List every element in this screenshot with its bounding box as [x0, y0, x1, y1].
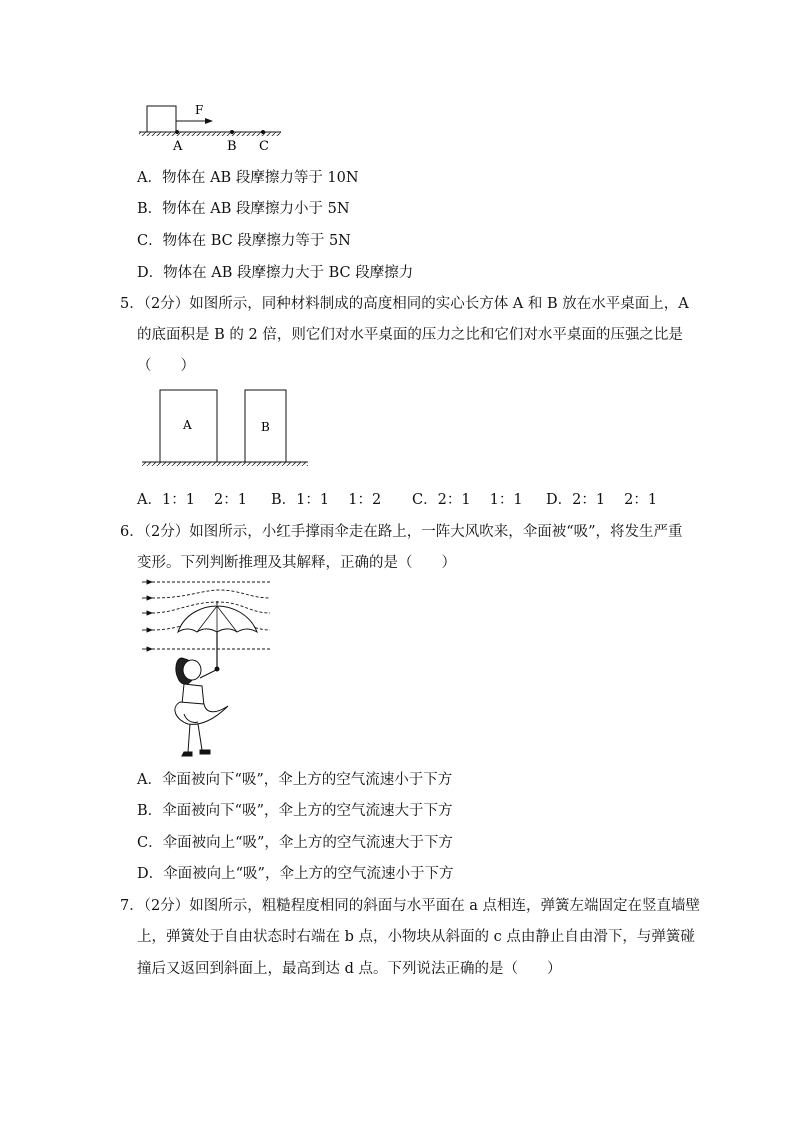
q4-option-d: D．物体在 AB 段摩擦力大于 BC 段摩擦力 [137, 265, 414, 281]
q6-option-d: D．伞面被向上“吸”，伞上方的空气流速小于下方 [137, 866, 454, 882]
q6-option-b: B．伞面被向下“吸”，伞上方的空气流速大于下方 [137, 803, 453, 819]
q7-stem-line-1: 7．（2分）如图所示，粗糙程度相同的斜面与水平面在 a 点相连，弹簧左端固定在竖直墙壁 [120, 898, 701, 914]
q4-point-a [175, 130, 179, 134]
q5-option-b: B．1：1 1：2 [271, 492, 382, 508]
q4-option-c: C．物体在 BC 段摩擦力等于 5N [137, 233, 351, 249]
q6-option-c: C．伞面被向上“吸”，伞上方的空气流速大于下方 [137, 835, 453, 851]
q4-label-c: C [259, 139, 269, 154]
q5-stem-line-3: （ ） [137, 358, 195, 374]
q7-stem-line-2: 上，弹簧处于自由状态时右端在 b 点，小物块从斜面的 c 点由静止自由滑下，与弹簧碰 [137, 929, 695, 945]
q6-stem-line-2: 变形。下列判断推理及其解释，正确的是（ ） [137, 555, 456, 571]
q4-label-b: B [227, 139, 237, 154]
q5-stem-line-2: 的底面积是 B 的 2 倍，则它们对水平桌面的压力之比和它们对水平桌面的压强之比是 [137, 327, 683, 343]
q4-option-a: A．物体在 AB 段摩擦力等于 10N [137, 170, 359, 186]
umbrella-canopy [178, 606, 257, 632]
q5-option-c: C．2：1 1：1 [412, 492, 523, 508]
q5-figure [138, 385, 313, 471]
q6-option-a: A．伞面被向下“吸”，伞上方的空气流速小于下方 [137, 772, 453, 788]
q5-label-a: A [183, 418, 192, 432]
q4-label-a: A [173, 139, 183, 154]
q5-option-d: D．2：1 2：1 [546, 492, 658, 508]
q4-point-c [261, 130, 265, 134]
q4-option-b: B．物体在 AB 段摩擦力小于 5N [137, 201, 350, 217]
q4-figure [135, 98, 285, 154]
q5-stem-line-1: 5．（2分）如图所示，同种材料制成的高度相同的实心长方体 A 和 B 放在水平桌面上，A [120, 296, 689, 312]
q5-option-a: A．1：1 2：1 [137, 492, 247, 508]
q4-point-b [230, 130, 234, 134]
q5-label-b: B [261, 420, 270, 434]
q4-force-label: F [195, 103, 204, 117]
q6-stem-line-1: 6．（2分）如图所示，小红手撑雨伞走在路上，一阵大风吹来，伞面被“吸”，将发生严重 [120, 524, 683, 540]
q6-umbrella-figure [140, 574, 275, 760]
q4-ground-hatch [139, 132, 281, 136]
q7-stem-line-3: 撞后又返回到斜面上，最高到达 d 点。下列说法正确的是（ ） [137, 961, 562, 977]
q5-table-hatch [142, 462, 308, 466]
q4-block [147, 106, 176, 132]
girl-figure [175, 658, 228, 756]
